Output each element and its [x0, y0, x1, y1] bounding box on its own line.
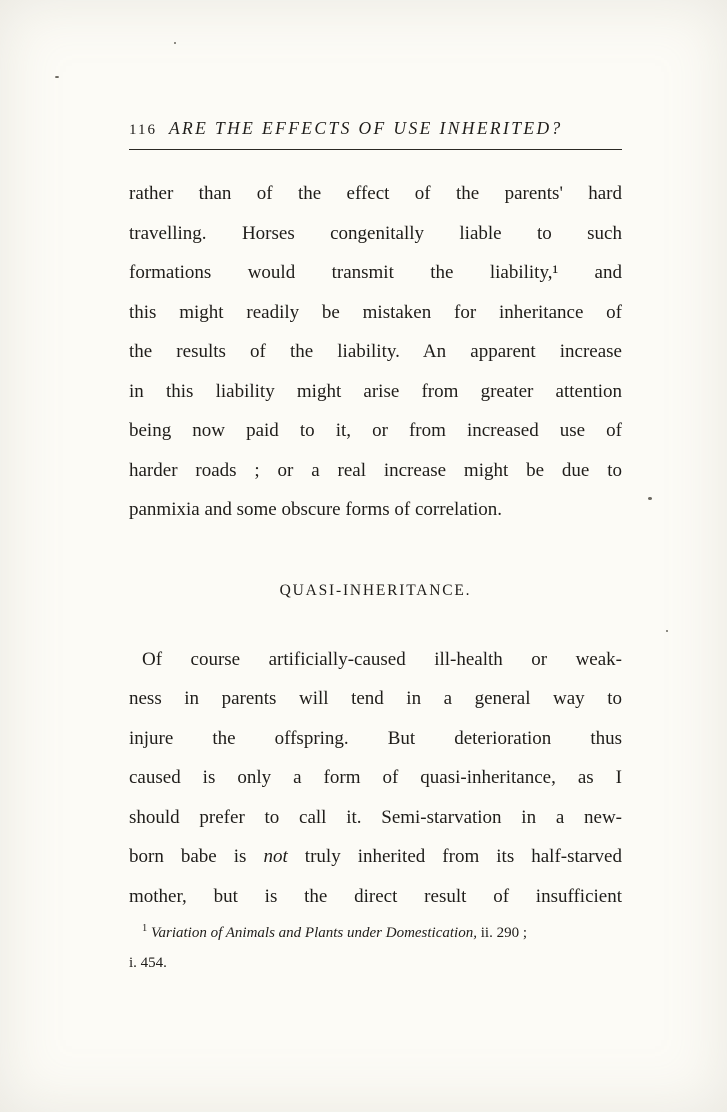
- scan-speck: [174, 42, 176, 44]
- text-line: [129, 837, 622, 877]
- text-line: rather than of the effect of the parents' hard: [129, 183, 622, 204]
- emphasized-word: not: [263, 846, 288, 867]
- section-heading: QUASI-INHERITANCE.: [279, 581, 472, 599]
- scan-speck: [648, 497, 652, 500]
- text-line: Of course artificially-caused ill-health or weak-: [142, 648, 622, 670]
- page-number: 116: [129, 122, 157, 138]
- text-line: panmixia and some obscure forms of correlation.: [129, 499, 503, 520]
- text-block: [129, 118, 622, 978]
- paragraph-2: [129, 640, 622, 917]
- header-rule: [129, 149, 622, 150]
- header-title: ARE THE EFFECTS OF USE INHERITED?: [168, 118, 563, 138]
- footnote-line: i. 454.: [129, 955, 167, 971]
- footnote-work-title: Variation of Animals and Plants under Domestication,: [151, 925, 477, 941]
- text-line: mother, but is the direct result of insufficient: [129, 885, 622, 907]
- scan-speck: [666, 630, 668, 632]
- text-line: the results of the liability. An apparent increase: [129, 341, 622, 362]
- text-line: in this liability might arise from greater attention: [129, 380, 622, 402]
- text-line: should prefer to call it. Semi-starvation in a new-: [129, 806, 622, 828]
- footnote: [129, 918, 622, 978]
- running-header: [129, 118, 622, 139]
- text-line: being now paid to it, or from increased use of: [129, 420, 622, 441]
- text-line: injure the offspring. But deterioration thus: [129, 727, 622, 749]
- text-segment: truly inherited from its half-starved: [287, 846, 622, 867]
- scan-speck: [55, 76, 59, 78]
- text-line: harder roads ; or a real increase might be due to: [129, 459, 622, 481]
- footnote-marker: 1: [142, 923, 148, 934]
- text-line: caused is only a form of quasi-inheritance, as I: [129, 767, 622, 788]
- text-line: formations would transmit the liability,¹ and: [129, 262, 622, 283]
- paragraph-1: [129, 174, 622, 530]
- text-segment: born babe is: [129, 846, 264, 867]
- text-line: this might readily be mistaken for inheritance of: [129, 301, 622, 323]
- footnote-citation: ii. 290 ;: [476, 925, 527, 941]
- footnote-line: [129, 918, 622, 948]
- text-line: travelling. Horses congenitally liable to such: [129, 222, 622, 244]
- text-line: ness in parents will tend in a general way to: [129, 688, 622, 709]
